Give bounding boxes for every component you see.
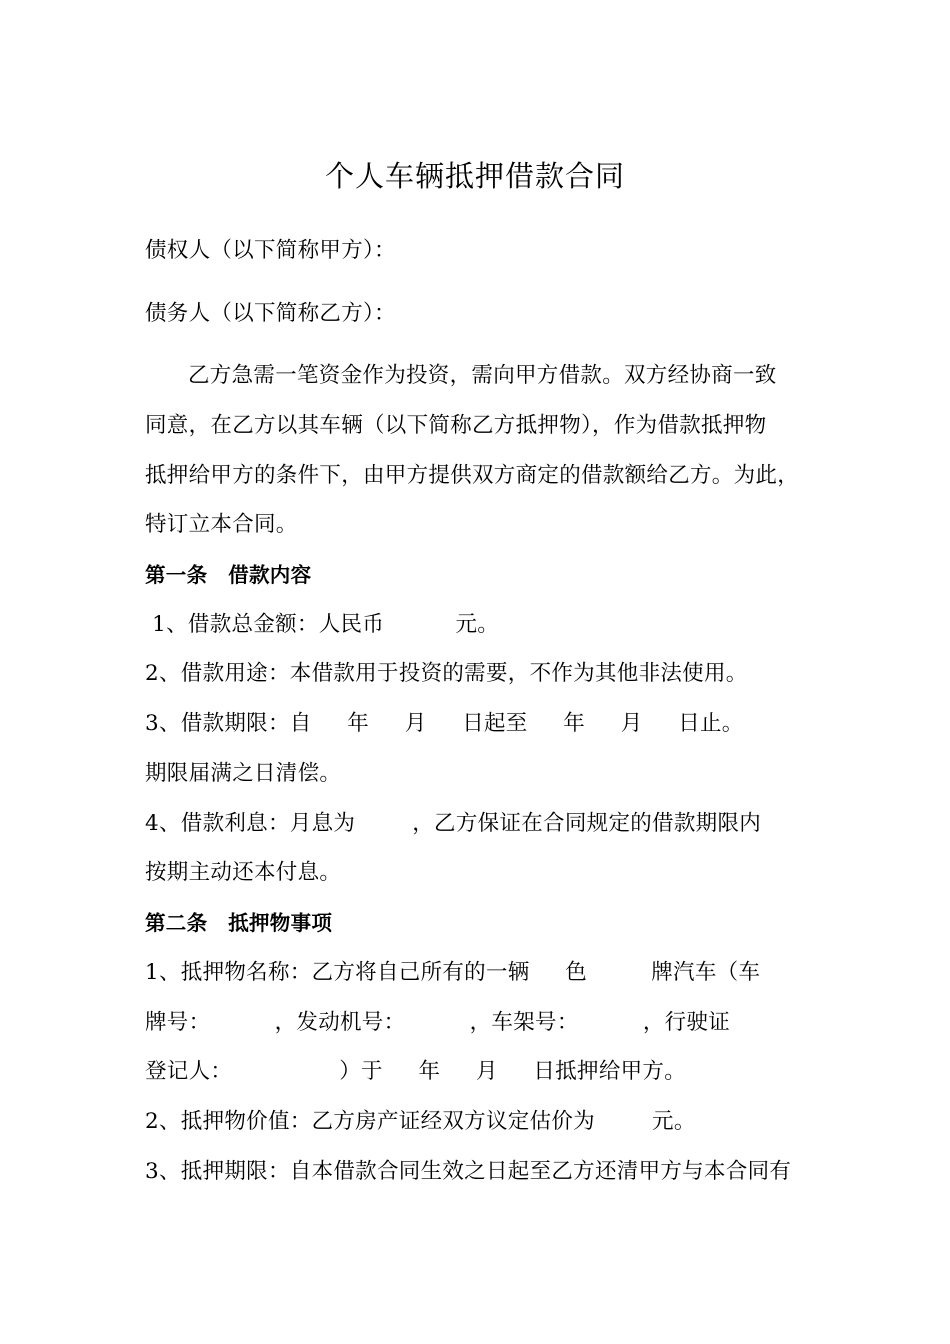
paragraph-line: 按期主动还本付息。 bbox=[145, 860, 342, 885]
paragraph-line: 牌号： ，发动机号： ，车架号： ，行驶证 bbox=[145, 1010, 731, 1035]
paragraph-line: 乙方急需一笔资金作为投资，需向甲方借款。双方经协商一致 bbox=[188, 363, 777, 388]
paragraph-line: 1、抵押物名称：乙方将自己所有的一辆 色 牌汽车（车 bbox=[145, 960, 761, 985]
paragraph-line: 债务人（以下简称乙方）： bbox=[145, 301, 396, 326]
paragraph-line: 期限届满之日清偿。 bbox=[145, 761, 342, 786]
paragraph-line: 3、抵押期限：自本借款合同生效之日起至乙方还清甲方与本合同有 bbox=[145, 1159, 792, 1184]
paragraph-line: 登记人： ）于 年 月 日抵押给甲方。 bbox=[145, 1059, 687, 1084]
paragraph-line: 同意，在乙方以其车辆（以下简称乙方抵押物），作为借款抵押物 bbox=[145, 413, 767, 438]
paragraph-line: 2、借款用途：本借款用于投资的需要，不作为其他非法使用。 bbox=[145, 661, 748, 686]
section-heading: 第二条 抵押物事项 bbox=[145, 911, 333, 935]
paragraph-line: 1、借款总金额：人民币 元。 bbox=[145, 612, 500, 637]
paragraph-line: 债权人（以下简称甲方）： bbox=[145, 238, 396, 263]
section-heading: 第一条 借款内容 bbox=[145, 563, 312, 587]
paragraph-line: 3、借款期限：自 年 月 日起至 年 月 日止。 bbox=[145, 711, 744, 736]
document-title: 个人车辆抵押借款合同 bbox=[324, 159, 625, 193]
paragraph-line: 4、借款利息：月息为 ，乙方保证在合同规定的借款期限内 bbox=[145, 811, 762, 836]
paragraph-line: 2、抵押物价值：乙方房产证经双方议定估价为 元。 bbox=[145, 1109, 696, 1134]
paragraph-line: 特订立本合同。 bbox=[145, 512, 298, 537]
paragraph-line: 抵押给甲方的条件下，由甲方提供双方商定的借款额给乙方。为此， bbox=[145, 463, 800, 488]
